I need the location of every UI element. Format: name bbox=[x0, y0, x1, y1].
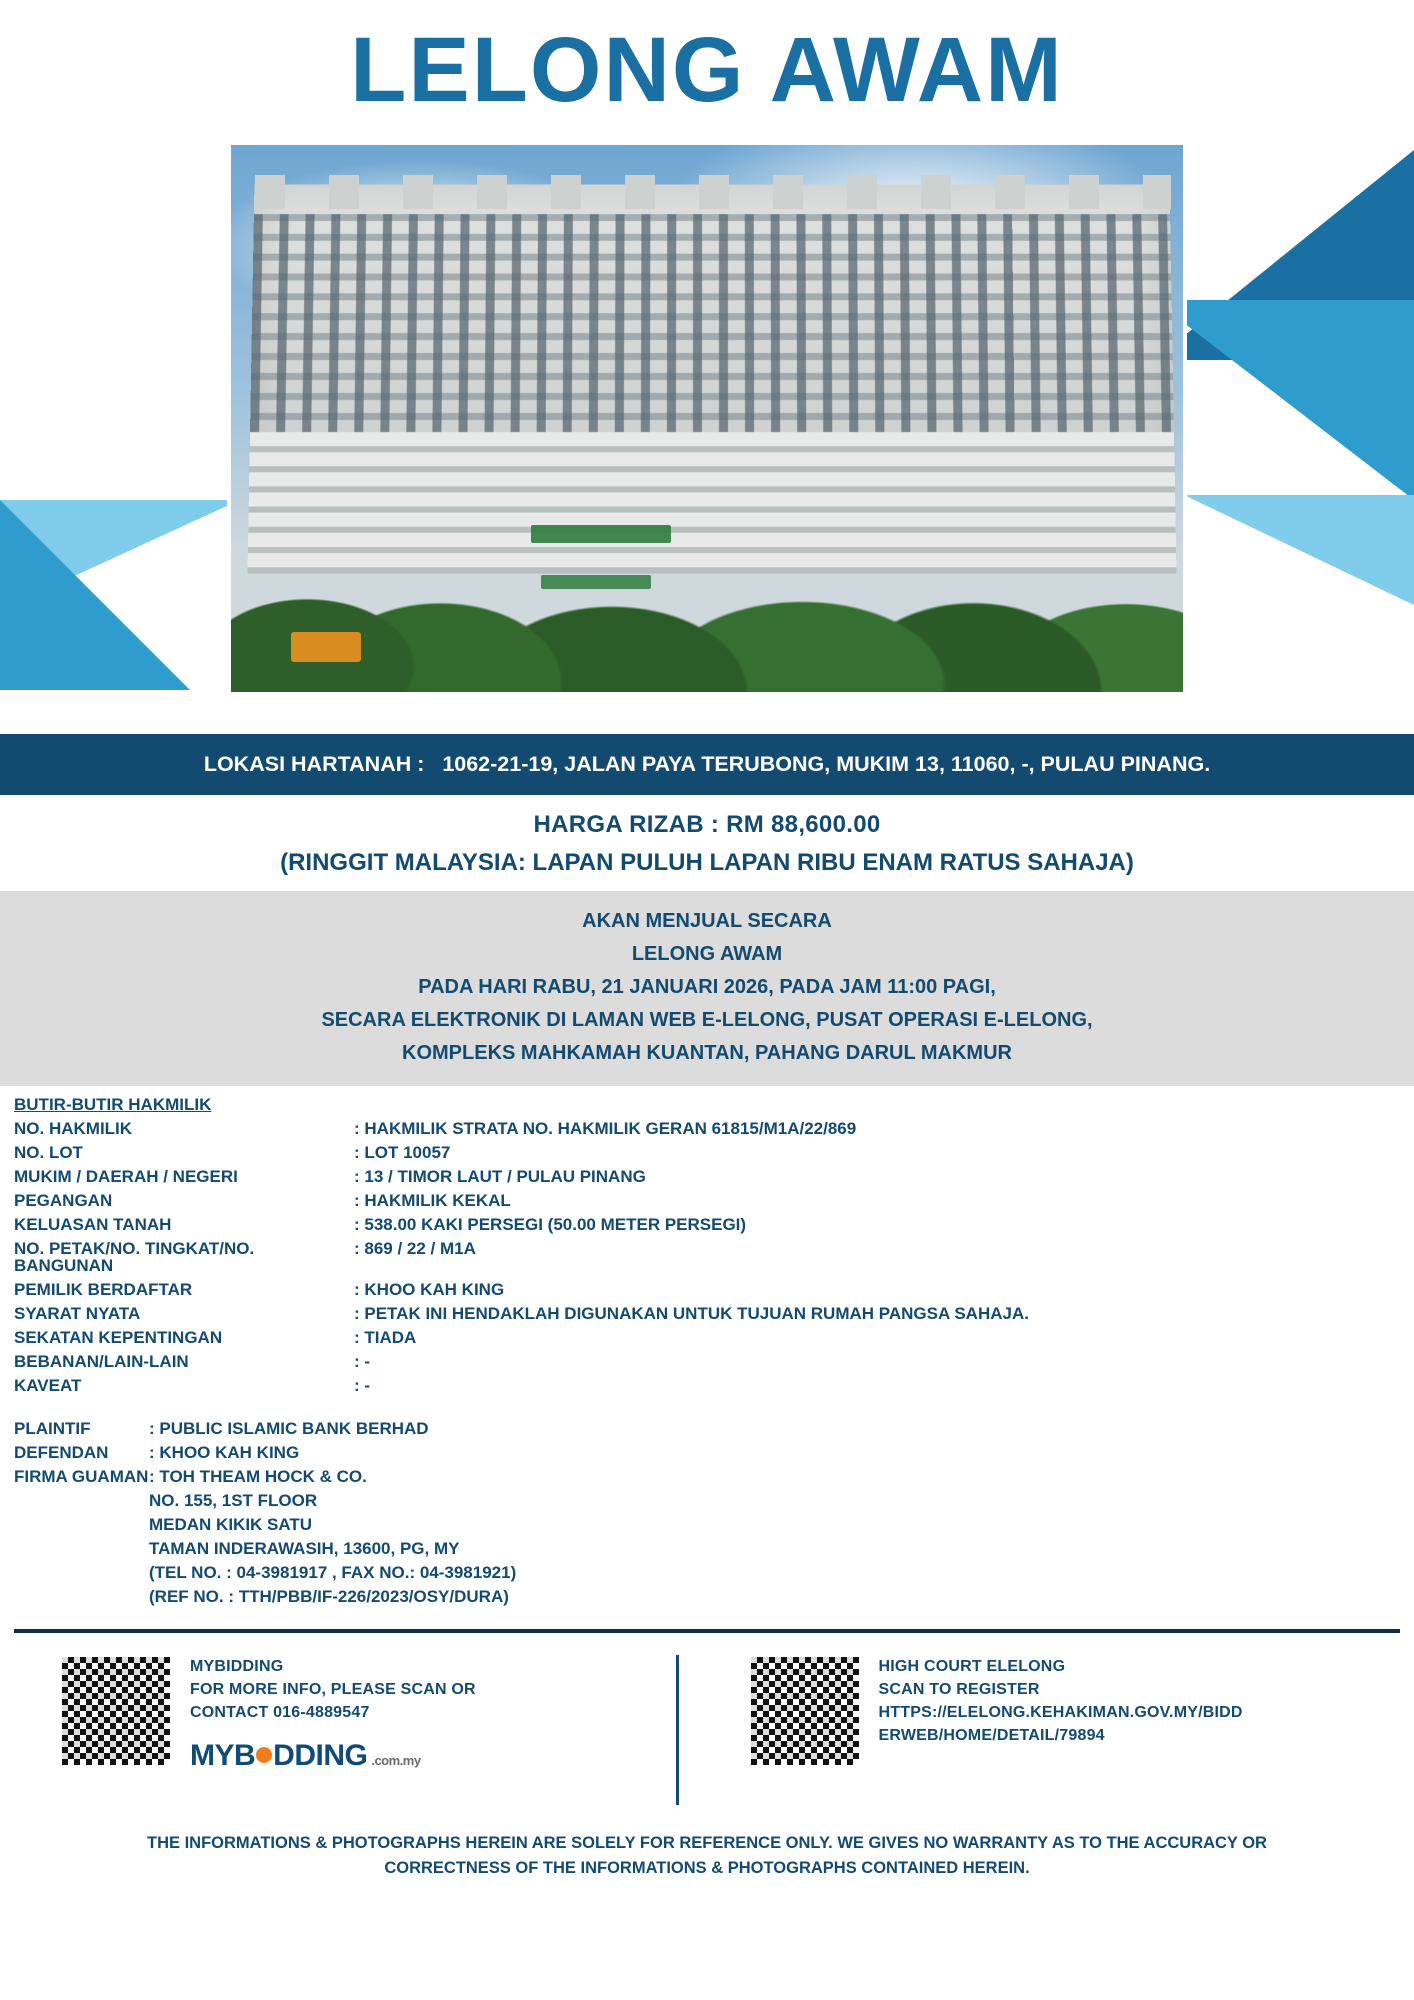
defendant-row bbox=[14, 1444, 1400, 1461]
elelong-instruction: SCAN TO REGISTER bbox=[878, 1681, 1040, 1699]
location-label: LOKASI HARTANAH : bbox=[203, 751, 425, 776]
parties-section bbox=[14, 1420, 1400, 1605]
detail-row bbox=[14, 1377, 1400, 1394]
detail-value: : HAKMILIK STRATA NO. HAKMILIK GERAN 61815/M1A/22/869 bbox=[354, 1118, 857, 1138]
law-firm-address-line: NO. 155, 1ST FLOOR bbox=[149, 1490, 318, 1510]
detail-row bbox=[14, 1329, 1400, 1346]
detail-row bbox=[14, 1305, 1400, 1322]
plaintiff-row bbox=[14, 1420, 1400, 1437]
auction-line-1: AKAN MENJUAL SECARA bbox=[582, 909, 832, 932]
detail-key: NO. HAKMILIK bbox=[14, 1118, 133, 1138]
law-firm-address-line: TAMAN INDERAWASIH, 13600, PG, MY bbox=[149, 1538, 460, 1558]
reserve-price-block bbox=[0, 795, 1414, 891]
detail-key: KELUASAN TANAH bbox=[14, 1214, 172, 1234]
plaintiff-label: PLAINTIF bbox=[14, 1418, 91, 1438]
detail-key: MUKIM / DAERAH / NEGERI bbox=[14, 1166, 238, 1186]
detail-row bbox=[14, 1168, 1400, 1185]
elelong-block bbox=[689, 1655, 1355, 1767]
decor-shape-right-dark bbox=[1154, 150, 1414, 360]
detail-value: : LOT 10057 bbox=[354, 1142, 451, 1162]
disclaimer-line-1: THE INFORMATIONS & PHOTOGRAPHS HEREIN ARE SOLELY FOR REFERENCE ONLY. WE GIVES NO WARRANTY AS TO THE ACCURACY OR bbox=[147, 1833, 1267, 1852]
law-firm-reference: (REF NO. : TTH/PBB/IF-226/2023/OSY/DURA) bbox=[149, 1586, 509, 1606]
location-value: 1062-21-19, JALAN PAYA TERUBONG, MUKIM 13, 11060, -, PULAU PINANG. bbox=[442, 751, 1211, 776]
mybidding-block bbox=[60, 1655, 666, 1778]
mybidding-name: MYBIDDING bbox=[190, 1657, 284, 1675]
detail-row bbox=[14, 1281, 1400, 1298]
page-title: LELONG AWAM bbox=[350, 19, 1064, 121]
detail-value: : - bbox=[354, 1351, 371, 1371]
reserve-price-amount: HARGA RIZAB : RM 88,600.00 bbox=[533, 810, 881, 838]
law-firm-contact: (TEL NO. : 04-3981917 , FAX NO.: 04-3981921) bbox=[149, 1562, 517, 1582]
decor-shape-right-mid bbox=[1154, 300, 1414, 500]
detail-value: : 538.00 KAKI PERSEGI (50.00 METER PERSEGI) bbox=[354, 1214, 747, 1234]
auction-line-3: PADA HARI RABU, 21 JANUARI 2026, PADA JAM 11:00 PAGI, bbox=[418, 975, 996, 998]
law-firm-label: FIRMA GUAMAN bbox=[14, 1466, 149, 1486]
detail-value: : TIADA bbox=[354, 1327, 417, 1347]
elelong-url-line2[interactable]: ERWEB/HOME/DETAIL/79894 bbox=[878, 1727, 1105, 1745]
auction-line-2: LELONG AWAM bbox=[631, 942, 783, 965]
defendant-label: DEFENDAN bbox=[14, 1442, 109, 1462]
mybidding-logo bbox=[190, 1734, 476, 1778]
detail-value: : HAKMILIK KEKAL bbox=[354, 1190, 511, 1210]
elelong-url-line1[interactable]: HTTPS://ELELONG.KEHAKIMAN.GOV.MY/BIDD bbox=[878, 1704, 1243, 1722]
property-photo bbox=[227, 141, 1187, 696]
footer-vertical-divider bbox=[676, 1655, 679, 1805]
mybidding-logo-domain: .com.my bbox=[371, 1753, 421, 1769]
photo-roofline bbox=[255, 175, 1171, 209]
decor-shape-left-light bbox=[0, 500, 240, 610]
footer-section bbox=[0, 1633, 1414, 1805]
detail-row bbox=[14, 1120, 1400, 1137]
plaintiff-value: : PUBLIC ISLAMIC BANK BERHAD bbox=[149, 1418, 429, 1438]
mybidding-logo-part2: DDING bbox=[273, 1739, 368, 1773]
qr-code-elelong-icon[interactable] bbox=[749, 1655, 861, 1767]
law-firm-address-line: MEDAN KIKIK SATU bbox=[149, 1514, 313, 1534]
auction-details-block bbox=[0, 891, 1414, 1086]
reserve-price-words: (RINGGIT MALAYSIA: LAPAN PULUH LAPAN RIBU ENAM RATUS SAHAJA) bbox=[280, 848, 1134, 876]
detail-value: : KHOO KAH KING bbox=[354, 1279, 505, 1299]
detail-value: : PETAK INI HENDAKLAH DIGUNAKAN UNTUK TUJUAN RUMAH PANGSA SAHAJA. bbox=[354, 1303, 1029, 1323]
law-firm-value: : TOH THEAM HOCK & CO. bbox=[149, 1466, 367, 1486]
detail-key: SYARAT NYATA bbox=[14, 1303, 141, 1323]
detail-value: : - bbox=[354, 1375, 371, 1395]
auction-line-4: SECARA ELEKTRONIK DI LAMAN WEB E-LELONG, PUSAT OPERASI E-LELONG, bbox=[321, 1008, 1093, 1031]
elelong-title: HIGH COURT ELELONG bbox=[878, 1657, 1066, 1675]
detail-key: KAVEAT bbox=[14, 1375, 82, 1395]
detail-row bbox=[14, 1353, 1400, 1370]
mybidding-contact: CONTACT 016-4889547 bbox=[190, 1704, 370, 1722]
photo-excavator bbox=[291, 632, 361, 662]
title-details-section bbox=[0, 1086, 1414, 1605]
detail-key: PEGANGAN bbox=[14, 1190, 113, 1210]
detail-row bbox=[14, 1144, 1400, 1161]
detail-key: NO. LOT bbox=[14, 1142, 83, 1162]
disclaimer-line-2: CORRECTNESS OF THE INFORMATIONS & PHOTOGRAPHS CONTAINED HEREIN. bbox=[384, 1858, 1030, 1877]
mybidding-text bbox=[190, 1655, 476, 1778]
detail-key: PEMILIK BERDAFTAR bbox=[14, 1279, 193, 1299]
detail-value: : 869 / 22 / M1A bbox=[354, 1238, 476, 1258]
qr-code-mybidding-icon[interactable] bbox=[60, 1655, 172, 1767]
mybidding-logo-dot-icon bbox=[256, 1747, 272, 1763]
mybidding-logo-part1: MYB bbox=[190, 1739, 256, 1773]
detail-key: BEBANAN/LAIN-LAIN bbox=[14, 1351, 189, 1371]
law-firm-row bbox=[14, 1468, 1400, 1485]
auction-line-5: KOMPLEKS MAHKAMAH KUANTAN, PAHANG DARUL MAKMUR bbox=[402, 1041, 1012, 1064]
detail-row bbox=[14, 1216, 1400, 1233]
detail-row bbox=[14, 1192, 1400, 1209]
elelong-text bbox=[879, 1655, 1243, 1748]
title-details-heading: BUTIR-BUTIR HAKMILIK bbox=[14, 1094, 212, 1114]
photo-trees bbox=[231, 482, 1183, 692]
decor-shape-left-mid bbox=[0, 500, 190, 690]
disclaimer bbox=[0, 1831, 1414, 1881]
detail-row bbox=[14, 1240, 1400, 1274]
detail-value: : 13 / TIMOR LAUT / PULAU PINANG bbox=[354, 1166, 646, 1186]
defendant-value: : KHOO KAH KING bbox=[149, 1442, 300, 1462]
location-banner bbox=[0, 734, 1414, 795]
mybidding-info: FOR MORE INFO, PLEASE SCAN OR bbox=[190, 1681, 476, 1699]
detail-key: NO. PETAK/NO. TINGKAT/NO. BANGUNAN bbox=[14, 1238, 255, 1275]
decor-shape-right-light bbox=[1184, 495, 1414, 605]
detail-key: SEKATAN KEPENTINGAN bbox=[14, 1327, 223, 1347]
